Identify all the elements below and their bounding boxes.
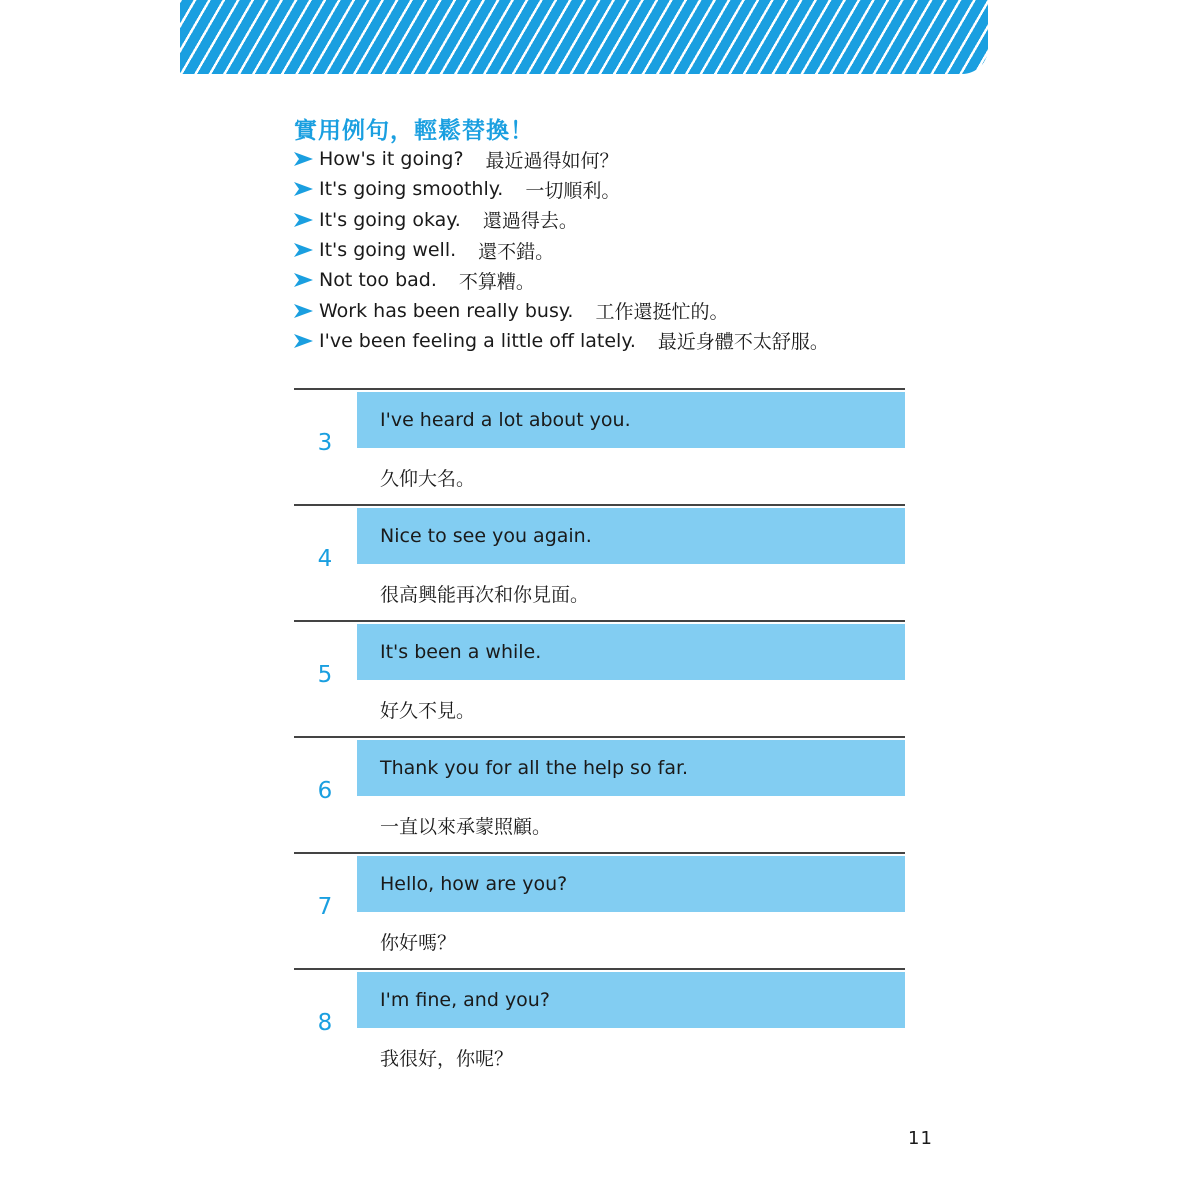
example-item <box>294 174 829 204</box>
phrase-english: I'm fine, and you? <box>357 972 905 1028</box>
phrase-row <box>294 968 905 1084</box>
example-chinese: 一切順利。 <box>525 179 621 202</box>
phrase-number: 8 <box>317 1010 333 1036</box>
arrow-right-icon <box>294 243 313 257</box>
arrow-right-icon <box>294 213 313 227</box>
phrase-chinese: 好久不見。 <box>380 700 476 722</box>
page-number: 11 <box>908 1128 933 1149</box>
phrase-number: 6 <box>317 778 333 804</box>
example-chinese: 工作還挺忙的。 <box>595 301 729 324</box>
example-item <box>294 205 829 235</box>
phrase-number: 3 <box>317 430 333 456</box>
phrase-table <box>294 388 905 1084</box>
phrase-number: 5 <box>317 662 333 688</box>
section-title: 實用例句，輕鬆替換！ <box>294 118 534 144</box>
phrase-english: Thank you for all the help so far. <box>357 740 905 796</box>
arrow-right-icon <box>294 152 313 166</box>
phrase-number: 4 <box>317 546 333 572</box>
example-item <box>294 144 829 174</box>
phrase-row <box>294 736 905 852</box>
phrase-english: I've heard a lot about you. <box>357 392 905 448</box>
arrow-right-icon <box>294 182 313 196</box>
example-english: How's it going? <box>319 148 464 171</box>
phrase-chinese: 一直以來承蒙照顧。 <box>380 816 552 838</box>
arrow-right-icon <box>294 304 313 318</box>
phrase-chinese: 很高興能再次和你見面。 <box>380 584 590 606</box>
example-english: Not too bad. <box>319 269 437 292</box>
example-english: It's going smoothly. <box>319 178 504 201</box>
phrase-row <box>294 852 905 968</box>
example-item <box>294 235 829 265</box>
phrase-row <box>294 388 905 504</box>
phrase-row <box>294 504 905 620</box>
example-chinese: 最近過得如何？ <box>485 149 619 172</box>
example-chinese: 還過得去。 <box>482 210 578 233</box>
arrow-right-icon <box>294 273 313 287</box>
example-english: I've been feeling a little off lately. <box>319 329 636 352</box>
phrase-chinese: 久仰大名。 <box>380 468 476 490</box>
example-item <box>294 326 829 356</box>
phrase-english: Hello, how are you? <box>357 856 905 912</box>
example-chinese: 最近身體不太舒服。 <box>657 331 829 354</box>
example-item <box>294 295 829 325</box>
phrase-english: It's been a while. <box>357 624 905 680</box>
phrase-chinese: 你好嗎？ <box>380 932 457 954</box>
phrase-number: 7 <box>317 894 333 920</box>
phrase-english: Nice to see you again. <box>357 508 905 564</box>
example-english: It's going okay. <box>319 208 461 231</box>
arrow-right-icon <box>294 334 313 348</box>
example-english: Work has been really busy. <box>319 299 574 322</box>
example-list <box>294 144 829 356</box>
example-chinese: 還不錯。 <box>478 240 555 263</box>
example-item <box>294 265 829 295</box>
phrase-row <box>294 620 905 736</box>
phrase-chinese: 我很好，你呢？ <box>380 1048 514 1070</box>
example-chinese: 不算糟。 <box>458 270 535 293</box>
header-band <box>180 0 988 74</box>
example-english: It's going well. <box>319 239 457 262</box>
